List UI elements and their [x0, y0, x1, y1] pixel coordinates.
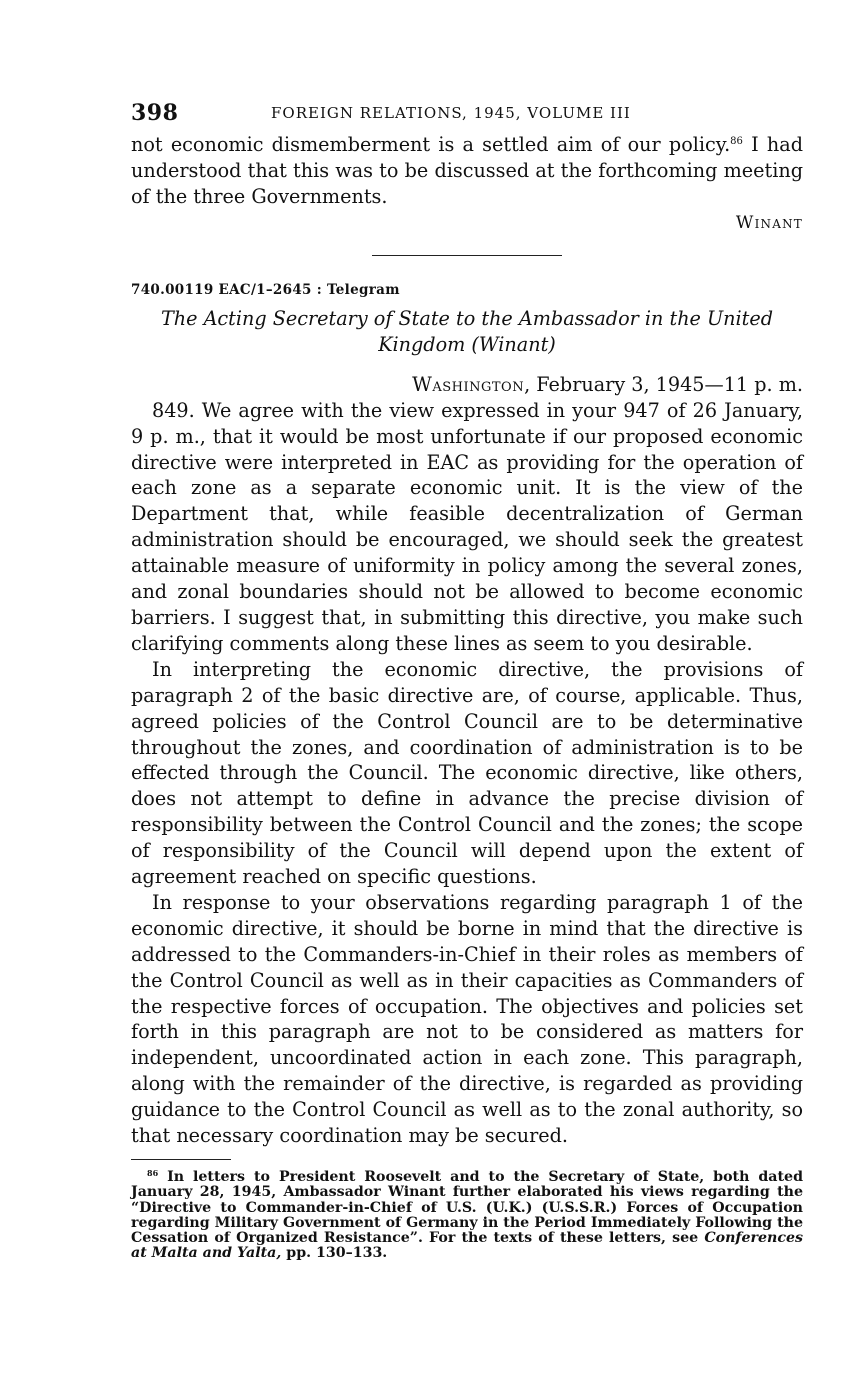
continued-text-end: I had understood that this was to be discussed at the forthcoming meeting of the three Governments. — [131, 133, 803, 208]
running-title: FOREIGN RELATIONS, 1945, VOLUME III — [271, 104, 631, 122]
body-paragraph-3: In response to your observations regarding paragraph 1 of the economic directive, it should be borne in mind that the directive is addressed to the Commanders-in-Chief in their roles as members of the Control Council as well as in their capacities as Commanders of the respective forces of occupation. The objectives and policies set forth in this paragraph are not to be considered as matters for independent, uncoordinated action in each zone. This paragraph, along with the remainder of the directive, is regarded as providing guidance to the Control Council as well as to the zonal authority, so that necessary coordination may be secured. — [131, 890, 803, 1148]
dateline-date: , February 3, 1945—11 p. m. — [524, 372, 803, 396]
footnote-number: 86 — [147, 1168, 159, 1178]
footnote-divider — [131, 1159, 231, 1160]
section-divider — [372, 255, 562, 256]
file-reference: 740.00119 EAC/1–2645 : Telegram — [131, 281, 400, 298]
continued-paragraph — [131, 132, 803, 210]
document-page — [131, 98, 803, 1262]
page-number: 398 — [131, 100, 179, 126]
footnote-citation-pages: pp. 130–133. — [281, 1245, 388, 1262]
body-paragraph-1: 849. We agree with the view expressed in your 947 of 26 January, 9 p. m., that it would be most unfortunate if our proposed economic directive were interpreted in EAC as providing for the operation of each zone as a separate economic unit. It is the view of the Department that, while feasible decentralization of German administration should be encouraged, we should seek the greatest attainable measure of uniformity in policy among the several zones, and zonal boundaries should not be allowed to become economic barriers. I suggest that, in submitting this directive, you make such clarifying comments along these lines as seem to you desirable. — [131, 398, 803, 655]
dateline — [131, 372, 803, 398]
footnote-reference[interactable]: 86 — [730, 136, 743, 147]
body-paragraph-2: In interpreting the economic directive, the provisions of paragraph 2 of the basic directive are, of course, applicable. Thus, agreed policies of the Control Council are to be determinative throughout the zones, and coordination of administration is to be effected through the Council. The economic directive, like others, does not attempt to define in advance the precise division of responsibility between the Control Council and the zones; the scope of responsibility of the Council will depend upon the extent of agreement reached on specific questions. — [131, 657, 803, 889]
footnote-text: In letters to President Roosevelt and to the Secretary of State, both dated January 28, 1945, Ambassador Winant further elaborated his views regarding the “Directive to Commander-in-Chief of U.S. (U.K.) (U.S.S.R.) Forces of Occupation regarding Military Government of Germany in the Period Immediately Following the Cessation of Organized Resistance”. For the texts of these letters, see — [131, 1169, 803, 1247]
footnote — [131, 1170, 803, 1262]
dateline-place: Washington — [412, 372, 525, 396]
page-header — [131, 98, 803, 132]
signature: Winant — [735, 212, 803, 233]
continued-text: not economic dismemberment is a settled aim of our policy. — [131, 133, 731, 156]
footnote-citation-title: Conferences at Malta and Yalta, — [131, 1230, 803, 1262]
document-title: The Acting Secretary of State to the Ambassador in the United Kingdom (Winant) — [160, 306, 774, 356]
